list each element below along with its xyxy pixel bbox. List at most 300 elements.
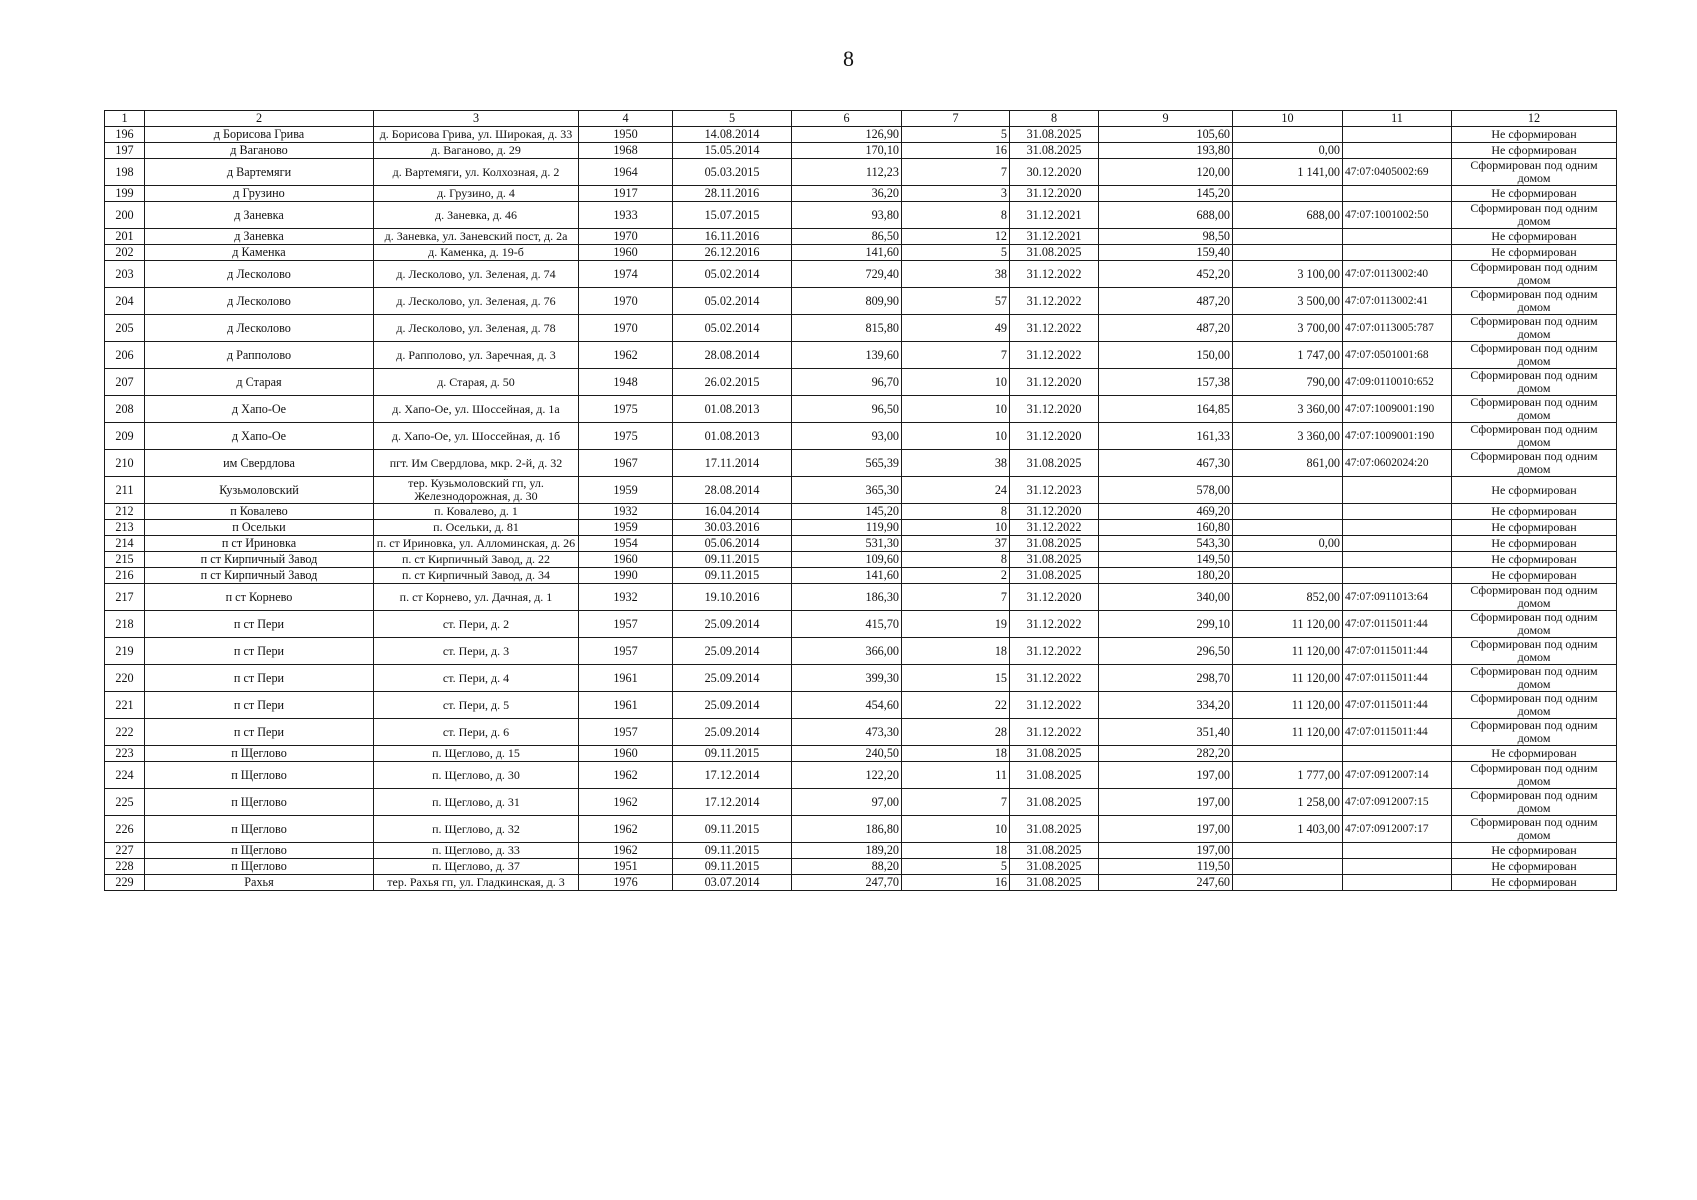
- table-row: [105, 859, 1617, 875]
- build-year-cell: 1948: [579, 369, 673, 396]
- land-status-cell: Сформирован под одним домом: [1452, 261, 1617, 288]
- address-cell: д. Лесколово, ул. Зеленая, д. 76: [374, 288, 579, 315]
- table-row: [105, 552, 1617, 568]
- land-area-cell: 3 360,00: [1233, 396, 1343, 423]
- planned-area-cell: 120,00: [1099, 159, 1233, 186]
- address-cell: п. ст Ириновка, ул. Алломинская, д. 26: [374, 536, 579, 552]
- survey-date-cell: 01.08.2013: [673, 423, 792, 450]
- planned-area-cell: 452,20: [1099, 261, 1233, 288]
- survey-date-cell: 05.03.2015: [673, 159, 792, 186]
- survey-date-cell: 05.02.2014: [673, 315, 792, 342]
- resident-count-cell: 16: [902, 875, 1010, 891]
- land-status-cell: Сформирован под одним домом: [1452, 159, 1617, 186]
- planned-area-cell: 351,40: [1099, 719, 1233, 746]
- planned-area-cell: 193,80: [1099, 143, 1233, 159]
- deadline-date-cell: 31.08.2025: [1010, 875, 1099, 891]
- deadline-date-cell: 31.08.2025: [1010, 843, 1099, 859]
- survey-date-cell: 15.07.2015: [673, 202, 792, 229]
- living-area-cell: 531,30: [792, 536, 902, 552]
- planned-area-cell: 164,85: [1099, 396, 1233, 423]
- land-status-cell: Сформирован под одним домом: [1452, 423, 1617, 450]
- planned-area-cell: 161,33: [1099, 423, 1233, 450]
- cadastral-number-cell: [1343, 245, 1452, 261]
- survey-date-cell: 16.04.2014: [673, 504, 792, 520]
- living-area-cell: 186,30: [792, 584, 902, 611]
- build-year-cell: 1970: [579, 288, 673, 315]
- row-number-cell: 227: [105, 843, 145, 859]
- land-status-cell: Не сформирован: [1452, 143, 1617, 159]
- build-year-cell: 1968: [579, 143, 673, 159]
- land-status-cell: Не сформирован: [1452, 245, 1617, 261]
- build-year-cell: 1957: [579, 719, 673, 746]
- deadline-date-cell: 31.08.2025: [1010, 816, 1099, 843]
- column-number: 10: [1233, 111, 1343, 127]
- land-status-cell: Сформирован под одним домом: [1452, 816, 1617, 843]
- survey-date-cell: 25.09.2014: [673, 611, 792, 638]
- land-status-cell: Сформирован под одним домом: [1452, 369, 1617, 396]
- deadline-date-cell: 31.08.2025: [1010, 127, 1099, 143]
- survey-date-cell: 25.09.2014: [673, 692, 792, 719]
- land-status-cell: Не сформирован: [1452, 875, 1617, 891]
- table-row: [105, 875, 1617, 891]
- address-cell: ст. Пери, д. 5: [374, 692, 579, 719]
- cadastral-number-cell: [1343, 127, 1452, 143]
- planned-area-cell: 197,00: [1099, 762, 1233, 789]
- resident-count-cell: 24: [902, 477, 1010, 504]
- row-number-cell: 229: [105, 875, 145, 891]
- address-cell: д. Рапполово, ул. Заречная, д. 3: [374, 342, 579, 369]
- row-number-cell: 201: [105, 229, 145, 245]
- survey-date-cell: 05.02.2014: [673, 261, 792, 288]
- land-status-cell: Не сформирован: [1452, 186, 1617, 202]
- deadline-date-cell: 31.12.2020: [1010, 423, 1099, 450]
- resident-count-cell: 18: [902, 746, 1010, 762]
- row-number-cell: 205: [105, 315, 145, 342]
- resident-count-cell: 49: [902, 315, 1010, 342]
- row-number-cell: 199: [105, 186, 145, 202]
- cadastral-number-cell: 47:07:0911013:64: [1343, 584, 1452, 611]
- build-year-cell: 1990: [579, 568, 673, 584]
- survey-date-cell: 05.02.2014: [673, 288, 792, 315]
- address-cell: ст. Пери, д. 2: [374, 611, 579, 638]
- land-area-cell: 11 120,00: [1233, 665, 1343, 692]
- deadline-date-cell: 31.08.2025: [1010, 789, 1099, 816]
- settlement-cell: п ст Пери: [145, 719, 374, 746]
- address-cell: д. Хапо-Ое, ул. Шоссейная, д. 1б: [374, 423, 579, 450]
- survey-date-cell: 09.11.2015: [673, 552, 792, 568]
- build-year-cell: 1932: [579, 504, 673, 520]
- table-row: [105, 342, 1617, 369]
- build-year-cell: 1961: [579, 665, 673, 692]
- resident-count-cell: 22: [902, 692, 1010, 719]
- land-area-cell: 1 747,00: [1233, 342, 1343, 369]
- cadastral-number-cell: [1343, 477, 1452, 504]
- register-body: [105, 127, 1617, 891]
- planned-area-cell: 160,80: [1099, 520, 1233, 536]
- row-number-cell: 198: [105, 159, 145, 186]
- living-area-cell: 365,30: [792, 477, 902, 504]
- survey-date-cell: 19.10.2016: [673, 584, 792, 611]
- address-cell: п. ст Кирпичный Завод, д. 34: [374, 568, 579, 584]
- build-year-cell: 1951: [579, 859, 673, 875]
- survey-date-cell: 25.09.2014: [673, 719, 792, 746]
- table-row: [105, 186, 1617, 202]
- planned-area-cell: 197,00: [1099, 816, 1233, 843]
- settlement-cell: д Лесколово: [145, 315, 374, 342]
- deadline-date-cell: 31.12.2022: [1010, 611, 1099, 638]
- column-number: 5: [673, 111, 792, 127]
- land-status-cell: Не сформирован: [1452, 504, 1617, 520]
- land-area-cell: [1233, 746, 1343, 762]
- table-row: [105, 396, 1617, 423]
- table-row: [105, 746, 1617, 762]
- land-area-cell: 688,00: [1233, 202, 1343, 229]
- settlement-cell: д Лесколово: [145, 261, 374, 288]
- settlement-cell: п Щеглово: [145, 746, 374, 762]
- cadastral-number-cell: 47:07:0113005:787: [1343, 315, 1452, 342]
- row-number-cell: 218: [105, 611, 145, 638]
- land-area-cell: 3 360,00: [1233, 423, 1343, 450]
- row-number-cell: 207: [105, 369, 145, 396]
- deadline-date-cell: 31.12.2020: [1010, 369, 1099, 396]
- resident-count-cell: 5: [902, 127, 1010, 143]
- table-row: [105, 665, 1617, 692]
- build-year-cell: 1959: [579, 520, 673, 536]
- row-number-cell: 219: [105, 638, 145, 665]
- land-status-cell: Сформирован под одним домом: [1452, 202, 1617, 229]
- cadastral-number-cell: 47:07:0113002:40: [1343, 261, 1452, 288]
- resident-count-cell: 10: [902, 423, 1010, 450]
- column-number: 3: [374, 111, 579, 127]
- cadastral-number-cell: 47:07:0912007:14: [1343, 762, 1452, 789]
- land-area-cell: [1233, 843, 1343, 859]
- deadline-date-cell: 31.12.2020: [1010, 396, 1099, 423]
- cadastral-number-cell: [1343, 552, 1452, 568]
- cadastral-number-cell: 47:07:0912007:15: [1343, 789, 1452, 816]
- land-area-cell: 3 500,00: [1233, 288, 1343, 315]
- land-area-cell: 3 700,00: [1233, 315, 1343, 342]
- living-area-cell: 815,80: [792, 315, 902, 342]
- survey-date-cell: 16.11.2016: [673, 229, 792, 245]
- land-area-cell: 1 777,00: [1233, 762, 1343, 789]
- table-row: [105, 202, 1617, 229]
- cadastral-number-cell: 47:07:0115011:44: [1343, 692, 1452, 719]
- address-cell: д. Каменка, д. 19-б: [374, 245, 579, 261]
- survey-date-cell: 17.11.2014: [673, 450, 792, 477]
- cadastral-number-cell: 47:07:0405002:69: [1343, 159, 1452, 186]
- settlement-cell: д Старая: [145, 369, 374, 396]
- land-area-cell: 11 120,00: [1233, 692, 1343, 719]
- resident-count-cell: 38: [902, 450, 1010, 477]
- resident-count-cell: 18: [902, 638, 1010, 665]
- settlement-cell: д Хапо-Ое: [145, 423, 374, 450]
- land-status-cell: Сформирован под одним домом: [1452, 342, 1617, 369]
- living-area-cell: 366,00: [792, 638, 902, 665]
- table-row: [105, 288, 1617, 315]
- land-area-cell: 11 120,00: [1233, 638, 1343, 665]
- survey-date-cell: 28.08.2014: [673, 477, 792, 504]
- living-area-cell: 126,90: [792, 127, 902, 143]
- cadastral-number-cell: [1343, 536, 1452, 552]
- settlement-cell: д Грузино: [145, 186, 374, 202]
- land-status-cell: Не сформирован: [1452, 568, 1617, 584]
- build-year-cell: 1950: [579, 127, 673, 143]
- survey-date-cell: 25.09.2014: [673, 665, 792, 692]
- table-row: [105, 504, 1617, 520]
- cadastral-number-cell: [1343, 504, 1452, 520]
- build-year-cell: 1976: [579, 875, 673, 891]
- resident-count-cell: 8: [902, 552, 1010, 568]
- living-area-cell: 809,90: [792, 288, 902, 315]
- planned-area-cell: 150,00: [1099, 342, 1233, 369]
- address-cell: тер. Кузьмоловский гп, ул. Железнодорожная, д. 30: [374, 477, 579, 504]
- cadastral-number-cell: 47:07:0115011:44: [1343, 665, 1452, 692]
- housing-register-table: [104, 110, 1617, 891]
- table-row: [105, 450, 1617, 477]
- table-row: [105, 159, 1617, 186]
- cadastral-number-cell: 47:07:0912007:17: [1343, 816, 1452, 843]
- table-row: [105, 245, 1617, 261]
- land-status-cell: Не сформирован: [1452, 520, 1617, 536]
- living-area-cell: 88,20: [792, 859, 902, 875]
- deadline-date-cell: 31.08.2025: [1010, 552, 1099, 568]
- build-year-cell: 1960: [579, 746, 673, 762]
- living-area-cell: 93,00: [792, 423, 902, 450]
- land-area-cell: [1233, 186, 1343, 202]
- resident-count-cell: 37: [902, 536, 1010, 552]
- row-number-cell: 213: [105, 520, 145, 536]
- living-area-cell: 139,60: [792, 342, 902, 369]
- cadastral-number-cell: 47:07:0115011:44: [1343, 611, 1452, 638]
- land-status-cell: Сформирован под одним домом: [1452, 315, 1617, 342]
- address-cell: д. Грузино, д. 4: [374, 186, 579, 202]
- resident-count-cell: 5: [902, 245, 1010, 261]
- planned-area-cell: 334,20: [1099, 692, 1233, 719]
- planned-area-cell: 296,50: [1099, 638, 1233, 665]
- build-year-cell: 1962: [579, 342, 673, 369]
- settlement-cell: п Щеглово: [145, 843, 374, 859]
- settlement-cell: д Борисова Грива: [145, 127, 374, 143]
- row-number-cell: 215: [105, 552, 145, 568]
- resident-count-cell: 11: [902, 762, 1010, 789]
- land-area-cell: 0,00: [1233, 536, 1343, 552]
- deadline-date-cell: 30.12.2020: [1010, 159, 1099, 186]
- land-status-cell: Сформирован под одним домом: [1452, 719, 1617, 746]
- deadline-date-cell: 31.12.2022: [1010, 520, 1099, 536]
- survey-date-cell: 17.12.2014: [673, 762, 792, 789]
- resident-count-cell: 10: [902, 396, 1010, 423]
- living-area-cell: 399,30: [792, 665, 902, 692]
- address-cell: ст. Пери, д. 3: [374, 638, 579, 665]
- address-cell: тер. Рахья гп, ул. Гладкинская, д. 3: [374, 875, 579, 891]
- planned-area-cell: 298,70: [1099, 665, 1233, 692]
- row-number-cell: 206: [105, 342, 145, 369]
- address-cell: д. Лесколово, ул. Зеленая, д. 74: [374, 261, 579, 288]
- build-year-cell: 1917: [579, 186, 673, 202]
- address-cell: д. Лесколово, ул. Зеленая, д. 78: [374, 315, 579, 342]
- living-area-cell: 729,40: [792, 261, 902, 288]
- resident-count-cell: 12: [902, 229, 1010, 245]
- resident-count-cell: 7: [902, 342, 1010, 369]
- deadline-date-cell: 31.12.2021: [1010, 229, 1099, 245]
- survey-date-cell: 05.06.2014: [673, 536, 792, 552]
- settlement-cell: д Хапо-Ое: [145, 396, 374, 423]
- row-number-cell: 225: [105, 789, 145, 816]
- address-cell: д. Старая, д. 50: [374, 369, 579, 396]
- survey-date-cell: 09.11.2015: [673, 746, 792, 762]
- living-area-cell: 415,70: [792, 611, 902, 638]
- land-status-cell: Сформирован под одним домом: [1452, 665, 1617, 692]
- resident-count-cell: 28: [902, 719, 1010, 746]
- resident-count-cell: 18: [902, 843, 1010, 859]
- deadline-date-cell: 31.12.2023: [1010, 477, 1099, 504]
- land-area-cell: 11 120,00: [1233, 611, 1343, 638]
- column-number: 2: [145, 111, 374, 127]
- resident-count-cell: 10: [902, 816, 1010, 843]
- survey-date-cell: 26.02.2015: [673, 369, 792, 396]
- planned-area-cell: 98,50: [1099, 229, 1233, 245]
- row-number-cell: 211: [105, 477, 145, 504]
- cadastral-number-cell: [1343, 568, 1452, 584]
- living-area-cell: 473,30: [792, 719, 902, 746]
- address-cell: п. Щеглово, д. 37: [374, 859, 579, 875]
- table-row: [105, 423, 1617, 450]
- table-row: [105, 638, 1617, 665]
- row-number-cell: 210: [105, 450, 145, 477]
- row-number-cell: 203: [105, 261, 145, 288]
- resident-count-cell: 38: [902, 261, 1010, 288]
- row-number-cell: 208: [105, 396, 145, 423]
- living-area-cell: 97,00: [792, 789, 902, 816]
- planned-area-cell: 247,60: [1099, 875, 1233, 891]
- table-row: [105, 584, 1617, 611]
- planned-area-cell: 469,20: [1099, 504, 1233, 520]
- living-area-cell: 186,80: [792, 816, 902, 843]
- deadline-date-cell: 31.08.2025: [1010, 536, 1099, 552]
- settlement-cell: п ст Кирпичный Завод: [145, 552, 374, 568]
- resident-count-cell: 19: [902, 611, 1010, 638]
- land-area-cell: 861,00: [1233, 450, 1343, 477]
- resident-count-cell: 7: [902, 159, 1010, 186]
- resident-count-cell: 8: [902, 504, 1010, 520]
- survey-date-cell: 09.11.2015: [673, 816, 792, 843]
- planned-area-cell: 119,50: [1099, 859, 1233, 875]
- land-status-cell: Сформирован под одним домом: [1452, 396, 1617, 423]
- planned-area-cell: 159,40: [1099, 245, 1233, 261]
- address-cell: д. Ваганово, д. 29: [374, 143, 579, 159]
- land-area-cell: 0,00: [1233, 143, 1343, 159]
- land-area-cell: [1233, 477, 1343, 504]
- settlement-cell: д Ваганово: [145, 143, 374, 159]
- build-year-cell: 1960: [579, 245, 673, 261]
- column-number: 8: [1010, 111, 1099, 127]
- land-status-cell: Не сформирован: [1452, 536, 1617, 552]
- living-area-cell: 122,20: [792, 762, 902, 789]
- row-number-cell: 224: [105, 762, 145, 789]
- land-status-cell: Сформирован под одним домом: [1452, 584, 1617, 611]
- deadline-date-cell: 31.12.2021: [1010, 202, 1099, 229]
- settlement-cell: п Щеглово: [145, 762, 374, 789]
- column-number: 6: [792, 111, 902, 127]
- deadline-date-cell: 31.08.2025: [1010, 746, 1099, 762]
- living-area-cell: 86,50: [792, 229, 902, 245]
- row-number-cell: 202: [105, 245, 145, 261]
- build-year-cell: 1960: [579, 552, 673, 568]
- survey-date-cell: 30.03.2016: [673, 520, 792, 536]
- land-status-cell: Не сформирован: [1452, 477, 1617, 504]
- build-year-cell: 1961: [579, 692, 673, 719]
- living-area-cell: 145,20: [792, 504, 902, 520]
- living-area-cell: 141,60: [792, 245, 902, 261]
- settlement-cell: д Каменка: [145, 245, 374, 261]
- survey-date-cell: 03.07.2014: [673, 875, 792, 891]
- land-area-cell: 1 403,00: [1233, 816, 1343, 843]
- row-number-cell: 196: [105, 127, 145, 143]
- land-area-cell: 3 100,00: [1233, 261, 1343, 288]
- land-area-cell: [1233, 552, 1343, 568]
- address-cell: п. Щеглово, д. 33: [374, 843, 579, 859]
- planned-area-cell: 543,30: [1099, 536, 1233, 552]
- row-number-cell: 216: [105, 568, 145, 584]
- column-number-row: [105, 111, 1617, 127]
- deadline-date-cell: 31.12.2022: [1010, 638, 1099, 665]
- living-area-cell: 96,70: [792, 369, 902, 396]
- cadastral-number-cell: 47:07:0115011:44: [1343, 638, 1452, 665]
- settlement-cell: д Рапполово: [145, 342, 374, 369]
- table-row: [105, 261, 1617, 288]
- row-number-cell: 209: [105, 423, 145, 450]
- survey-date-cell: 17.12.2014: [673, 789, 792, 816]
- settlement-cell: п Щеглово: [145, 859, 374, 875]
- build-year-cell: 1962: [579, 843, 673, 859]
- planned-area-cell: 578,00: [1099, 477, 1233, 504]
- land-area-cell: 1 141,00: [1233, 159, 1343, 186]
- table-row: [105, 520, 1617, 536]
- land-area-cell: [1233, 127, 1343, 143]
- cadastral-number-cell: 47:07:1001002:50: [1343, 202, 1452, 229]
- row-number-cell: 212: [105, 504, 145, 520]
- settlement-cell: п ст Пери: [145, 611, 374, 638]
- table-row: [105, 315, 1617, 342]
- address-cell: д. Вартемяги, ул. Колхозная, д. 2: [374, 159, 579, 186]
- living-area-cell: 170,10: [792, 143, 902, 159]
- address-cell: д. Заневка, ул. Заневский пост, д. 2а: [374, 229, 579, 245]
- settlement-cell: д Вартемяги: [145, 159, 374, 186]
- deadline-date-cell: 31.08.2025: [1010, 859, 1099, 875]
- page-number: 8: [843, 46, 854, 71]
- survey-date-cell: 09.11.2015: [673, 568, 792, 584]
- table-row: [105, 692, 1617, 719]
- build-year-cell: 1932: [579, 584, 673, 611]
- settlement-cell: п ст Кирпичный Завод: [145, 568, 374, 584]
- address-cell: п. Осельки, д. 81: [374, 520, 579, 536]
- build-year-cell: 1959: [579, 477, 673, 504]
- cadastral-number-cell: 47:07:0115011:44: [1343, 719, 1452, 746]
- resident-count-cell: 10: [902, 369, 1010, 396]
- resident-count-cell: 16: [902, 143, 1010, 159]
- settlement-cell: Рахья: [145, 875, 374, 891]
- land-status-cell: Не сформирован: [1452, 843, 1617, 859]
- land-status-cell: Сформирован под одним домом: [1452, 288, 1617, 315]
- land-area-cell: 852,00: [1233, 584, 1343, 611]
- address-cell: п. Щеглово, д. 15: [374, 746, 579, 762]
- survey-date-cell: 28.08.2014: [673, 342, 792, 369]
- table-row: [105, 536, 1617, 552]
- land-status-cell: Сформирован под одним домом: [1452, 611, 1617, 638]
- cadastral-number-cell: [1343, 859, 1452, 875]
- planned-area-cell: 688,00: [1099, 202, 1233, 229]
- land-area-cell: [1233, 875, 1343, 891]
